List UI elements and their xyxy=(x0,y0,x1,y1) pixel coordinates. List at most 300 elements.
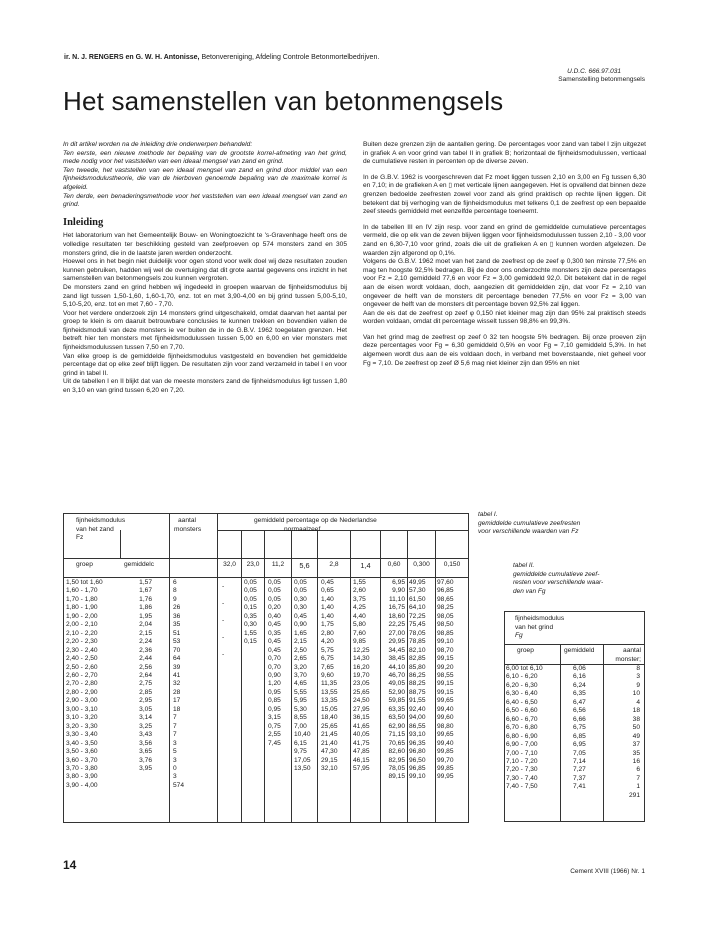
table-cell xyxy=(222,642,224,650)
table-cell: 99,40 xyxy=(437,705,454,713)
table-cell: 6,80 - 6,90 xyxy=(506,732,538,740)
table-cell: 98,05 xyxy=(437,612,454,620)
table-cell: 11,35 xyxy=(321,680,338,688)
table-cell: 6,50 - 6,60 xyxy=(506,707,538,715)
table-cell: 99,20 xyxy=(437,663,454,671)
table-cell: 5 xyxy=(173,748,177,756)
table-cell: 99,65 xyxy=(437,697,454,705)
table-cell: 3 xyxy=(173,756,177,764)
table-cell: 6,47 xyxy=(573,698,586,706)
table-cell: 96,85 xyxy=(437,587,454,595)
body-paragraph: Hoewel ons in het begin niet duidelijk voor ogen stond voor welk doel wij deze resultaten zouden kunnen gebruiken, hadden wij wel de overtuiging dat dit grote aantal gegevens ons inzicht in het samenstellen van betonmengsels zou kunnen vergroten. xyxy=(63,258,347,283)
table-cell: 0,45 xyxy=(294,612,307,620)
table-cell: 0,15 xyxy=(244,638,257,646)
table-cell: 3,14 xyxy=(139,714,152,722)
table-cell: 6,35 xyxy=(573,690,586,698)
subheader-aantal: aantal monster; xyxy=(615,647,641,663)
caption-line: resten voor verschillende waar- xyxy=(513,579,604,586)
table-cell: 7,27 xyxy=(573,766,586,774)
table-cell: 10,40 xyxy=(294,731,311,739)
table-cell: 8 xyxy=(636,665,640,672)
table-cell: 64,10 xyxy=(409,604,426,612)
table-1 xyxy=(63,513,469,823)
header-fijnheidsmodulus: fijnheidsmodulus van het zand Fz xyxy=(76,517,126,541)
table-cell: 7,14 xyxy=(573,757,586,765)
table-cell: 18,60 xyxy=(388,612,405,620)
table-cell: 99,95 xyxy=(437,773,454,781)
table-cell: 62,90 xyxy=(388,722,405,730)
table-cell: - xyxy=(222,650,225,658)
table-cell: 24,50 xyxy=(353,697,370,705)
table-cell: 26 xyxy=(173,604,181,612)
table-cell: 18 xyxy=(173,705,181,713)
grid-line xyxy=(264,530,265,822)
col-sieve-0-60 xyxy=(382,579,405,782)
table-cell: 3,56 xyxy=(139,739,152,747)
table-cell: 1 xyxy=(636,783,640,791)
table-cell: 5,75 xyxy=(321,646,334,654)
table-cell: 0,05 xyxy=(268,587,281,595)
table-cell: 6,20 - 6,30 xyxy=(506,681,538,689)
table-cell: 6,95 xyxy=(392,579,405,586)
subheader-groep: groep xyxy=(76,561,93,568)
intro-paragraph: In dit artikel worden na de inleiding drie onderwerpen behandeld: xyxy=(63,141,253,148)
table-cell: 6,15 xyxy=(294,739,307,747)
table-cell: 2,60 - 2,70 xyxy=(66,671,98,679)
table-cell: 2,40 - 2,50 xyxy=(66,655,98,663)
table-cell: 35 xyxy=(173,621,181,629)
table-cell: 2,00 - 2,10 xyxy=(66,621,98,629)
table-cell: 38 xyxy=(632,715,640,723)
table-cell: 7 xyxy=(173,731,177,739)
col-sieve-23 xyxy=(244,579,257,647)
sieve-header: 0,60 xyxy=(387,561,401,568)
table-cell: 49,05 xyxy=(388,680,405,688)
sieve-header: 11,2 xyxy=(271,561,285,568)
subheader-gemiddeld: gemiddeld xyxy=(564,647,595,654)
table-cell: 91,55 xyxy=(409,697,426,705)
table-cell: 9,85 xyxy=(353,638,366,646)
table-cell: 4,65 xyxy=(294,680,307,688)
header-gemiddeld-percentage: gemiddeld percentage op de Nederlandse normaalzeef xyxy=(254,517,377,533)
table-cell: 52,90 xyxy=(388,688,405,696)
table-cell: 53 xyxy=(173,638,181,646)
table-cell: 3,90 - 4,00 xyxy=(66,781,98,789)
caption-line: tabel I. xyxy=(478,511,498,518)
table-cell: 2,56 xyxy=(139,663,152,671)
table-cell: 7,10 - 7,20 xyxy=(506,757,538,765)
col-gemiddeld xyxy=(122,579,152,773)
table-cell: 63,35 xyxy=(388,705,405,713)
table-cell: 3,30 - 3,40 xyxy=(66,731,98,739)
table-cell: 46,15 xyxy=(353,756,370,764)
table-cell: 36,15 xyxy=(353,714,370,722)
table-cell: 63,50 xyxy=(388,714,405,722)
table-cell: 0,45 xyxy=(268,646,281,654)
table-cell: 7 xyxy=(173,722,177,730)
table-cell: 16,20 xyxy=(353,663,370,671)
table-cell: 0,70 xyxy=(268,655,281,663)
table-cell: 1,65 xyxy=(294,629,307,637)
table-cell: 2,95 xyxy=(139,697,152,705)
intro-paragraph: Ten derde, een benaderingsmethode voor het vaststellen van een ideaal mengsel van zand en grind. xyxy=(63,192,347,209)
table-cell xyxy=(222,591,224,599)
sieve-header: 5,6 xyxy=(299,561,310,570)
table-cell: 38,45 xyxy=(388,655,405,663)
table-cell: 21,40 xyxy=(321,739,338,747)
col-gemiddeld xyxy=(573,665,586,792)
table-cell: 0,95 xyxy=(268,705,281,713)
grid-line xyxy=(380,530,381,822)
table-cell: - xyxy=(222,616,225,624)
body-paragraph: De monsters zand en grind hebben wij ingedeeld in groepen waarvan de fijnheidsmodulus bij zand ligt tussen 1,50-1,60, 1,60-1,70, enz. tot en met 3,90-4,00 en bij grind tussen 5,00-5,10, 5,10-5,20, enz. tot en met 7,60 - 7,70. xyxy=(63,283,347,309)
table-cell: 99,60 xyxy=(437,714,454,722)
table-cell: 3,20 - 3,30 xyxy=(66,722,98,730)
table-cell: 2,70 - 2,80 xyxy=(66,680,98,688)
table-cell: 0,05 xyxy=(244,579,257,586)
grid-line xyxy=(560,644,561,821)
caption-line: tabel II. xyxy=(513,562,535,569)
table-cell: 0,30 xyxy=(294,604,307,612)
table-cell: 71,15 xyxy=(388,731,405,739)
table-cell: 5,55 xyxy=(294,688,307,696)
table-cell: 99,15 xyxy=(437,680,454,688)
table-cell: 0,30 xyxy=(294,595,307,603)
table-cell: 99,15 xyxy=(437,688,454,696)
table-cell: 88,75 xyxy=(409,688,426,696)
table-cell: 0,30 xyxy=(244,621,257,629)
table-cell: 2,20 - 2,30 xyxy=(66,638,98,646)
table-cell: 1,67 xyxy=(139,587,152,595)
table1-caption xyxy=(478,511,580,537)
table-cell: 16,75 xyxy=(388,604,405,612)
running-subject: Samenstelling betonmengsels xyxy=(558,76,645,83)
table-cell: 2,50 xyxy=(294,646,307,654)
table-cell: 2,10 - 2,20 xyxy=(66,629,98,637)
table-cell: 99,10 xyxy=(437,638,454,646)
table-cell: 7,65 xyxy=(321,663,334,671)
sieve-header: 2,8 xyxy=(329,561,339,568)
intro-block xyxy=(63,141,347,210)
grid-line xyxy=(291,530,292,822)
table-cell: 29,95 xyxy=(388,638,405,646)
table-cell: 2,90 - 3,00 xyxy=(66,697,98,705)
table-cell: 7,41 xyxy=(573,783,586,791)
table-cell: 99,10 xyxy=(409,773,426,781)
grid-line xyxy=(435,530,436,822)
table-cell: 18 xyxy=(632,707,640,715)
table-cell: 2,24 xyxy=(139,638,152,646)
table-cell: 41 xyxy=(173,671,181,679)
subheader-gemiddeld: gemiddelc xyxy=(124,561,155,568)
table-cell: 3,20 xyxy=(294,663,307,671)
table-cell: 4 xyxy=(636,698,640,706)
header-aantal: aantal monsters xyxy=(174,517,202,533)
table-cell: 3,76 xyxy=(139,756,152,764)
table-cell: 96,35 xyxy=(409,739,426,747)
table-cell: 6,06 xyxy=(573,665,586,672)
journal-reference: Cement XVIII (1966) Nr. 1 xyxy=(570,868,645,875)
table-cell: 64 xyxy=(173,655,181,663)
table-cell: 6 xyxy=(173,579,177,586)
grid-line xyxy=(603,644,604,821)
table-cell: 0,45 xyxy=(268,638,281,646)
table-cell: 27,95 xyxy=(353,705,370,713)
table-cell: 7,20 - 7,30 xyxy=(506,766,538,774)
header-fijnheidsmodulus: fijnheidsmodulus van het grind Fg xyxy=(515,615,565,639)
table-cell: 17,05 xyxy=(294,756,311,764)
table-cell: 51 xyxy=(173,629,181,637)
table-cell: 99,70 xyxy=(437,756,454,764)
table-cell: 7,00 - 7,10 xyxy=(506,749,538,757)
table-cell: 6,00 tot 6,10 xyxy=(506,665,543,672)
table-cell: 22,25 xyxy=(388,621,405,629)
table-cell: 1,75 xyxy=(321,621,334,629)
table-cell: 99,85 xyxy=(437,748,454,756)
table-cell: 0 xyxy=(173,764,177,772)
table-cell: 0,35 xyxy=(268,629,281,637)
table-cell: 29,15 xyxy=(321,756,338,764)
table-cell: 35 xyxy=(632,749,640,757)
table-cell: 3 xyxy=(636,673,640,681)
table-cell: 2,80 - 2,90 xyxy=(66,688,98,696)
table-cell: 99,85 xyxy=(437,764,454,772)
table-cell: 82,85 xyxy=(409,655,426,663)
table-cell: 0,90 xyxy=(268,671,281,679)
table-cell: 1,40 xyxy=(321,612,334,620)
table-cell: 0,05 xyxy=(294,579,307,586)
table-cell: 98,70 xyxy=(437,646,454,654)
body-paragraph: Uit de tabellen I en II blijkt dat van de meeste monsters zand de fijnheidsmodulus ligt tussen 1,80 en 3,10 en van grind tussen 6,20 en 7,20. xyxy=(63,378,347,395)
table-cell xyxy=(222,625,224,633)
sieve-header: 32,0 xyxy=(223,561,236,568)
table-cell: 32 xyxy=(173,680,181,688)
table-cell: 86,55 xyxy=(409,722,426,730)
col-aantal xyxy=(173,579,184,790)
table-cell: 0,40 xyxy=(268,612,281,620)
table-cell: 1,80 - 1,90 xyxy=(66,604,98,612)
grid-line xyxy=(241,530,242,822)
table-cell: 49 xyxy=(632,732,640,740)
table-cell xyxy=(222,608,224,616)
table-cell: 0,05 xyxy=(268,595,281,603)
grid-line xyxy=(407,530,408,822)
table-cell: 7,00 xyxy=(294,722,307,730)
table-cell: 39 xyxy=(173,663,181,671)
table-cell: 15,05 xyxy=(321,705,338,713)
grid-line xyxy=(505,644,644,645)
table-cell: 78,85 xyxy=(409,638,426,646)
table-cell: 3,70 - 3,80 xyxy=(66,764,98,772)
table-cell: 41,65 xyxy=(353,722,370,730)
table-cell: 6,24 xyxy=(573,681,586,689)
table-cell: 93,10 xyxy=(409,731,426,739)
table-cell: 37 xyxy=(632,741,640,749)
table-cell: 6,66 xyxy=(573,715,586,723)
intro-paragraph: Ten eerste, een nieuwe methode ter bepaling van de grootste korrel-afmeting van het grind, mede nodig voor het vaststellen van een ideaal mengsel van zand en grind. xyxy=(63,149,347,166)
table-cell: 9,90 xyxy=(392,587,405,595)
table-cell: 82,95 xyxy=(388,756,405,764)
page-number: 14 xyxy=(63,858,77,872)
table-cell: 86,25 xyxy=(409,671,426,679)
table-cell: 6,75 xyxy=(573,724,586,732)
table-cell: 0,15 xyxy=(244,604,257,612)
table-cell: 574 xyxy=(173,781,185,789)
table-cell: 2,44 xyxy=(139,655,152,663)
table-cell: 6,10 - 6,20 xyxy=(506,673,538,681)
table-cell: 70,65 xyxy=(388,739,405,747)
table-cell: 6,90 - 7,00 xyxy=(506,741,538,749)
table-cell: 94,00 xyxy=(409,714,426,722)
col-aantal xyxy=(607,665,640,800)
table-cell: 7,37 xyxy=(573,774,586,782)
table-cell: 2,80 xyxy=(321,629,334,637)
table-cell: 99,65 xyxy=(437,731,454,739)
table-cell: 36 xyxy=(173,612,181,620)
table-cell: 3,50 - 3,60 xyxy=(66,748,98,756)
table-cell: 0,95 xyxy=(268,688,281,696)
table-cell: 59,85 xyxy=(388,697,405,705)
table-cell: 23,05 xyxy=(353,680,370,688)
sieve-header: 23,0 xyxy=(246,561,260,568)
body-paragraph: Aan de eis dat de zeefrest op zeef φ 0,150 niet kleiner mag zijn dan 95% zal praktisch steeds worden voldaan, omdat dit percentage wisselt tussen 98,8% en 99,3%. xyxy=(363,309,646,326)
col-groep xyxy=(506,665,543,792)
table-cell: 0,35 xyxy=(244,612,257,620)
table-cell: 3,40 - 3,50 xyxy=(66,739,98,747)
table-cell: 34,45 xyxy=(388,646,405,654)
table-cell: 98,55 xyxy=(437,671,454,679)
grid-line xyxy=(317,530,318,822)
table-cell: 1,57 xyxy=(139,579,152,586)
table-cell: 98,80 xyxy=(437,722,454,730)
table-cell: 6,95 xyxy=(573,741,586,749)
table-cell: 0,45 xyxy=(321,579,334,586)
table-2 xyxy=(504,611,645,822)
table-cell: 2,15 xyxy=(294,638,307,646)
table-cell: 9 xyxy=(636,681,640,689)
table-cell: 0,20 xyxy=(268,604,281,612)
table-cell: 5,95 xyxy=(294,697,307,705)
table-cell: 13,55 xyxy=(321,688,338,696)
grid-line xyxy=(350,530,351,822)
table-cell: 1,40 xyxy=(321,595,334,603)
table-cell: 0,05 xyxy=(244,595,257,603)
table-cell: 2,55 xyxy=(268,731,281,739)
table-cell: 1,40 xyxy=(321,604,334,612)
table-cell: 6,30 - 6,40 xyxy=(506,690,538,698)
table-cell: 4,25 xyxy=(353,604,366,612)
table-cell: 46,70 xyxy=(388,671,405,679)
caption-line: den van Fg xyxy=(513,587,546,595)
table-cell: 2,15 xyxy=(139,629,152,637)
table-cell: 6,40 - 6,50 xyxy=(506,698,538,706)
table-cell: 0,70 xyxy=(268,663,281,671)
table-cell: 32,10 xyxy=(321,764,338,772)
col-groep xyxy=(66,579,103,790)
table-cell: 96,80 xyxy=(409,748,426,756)
table-cell: 3,80 - 3,90 xyxy=(66,773,98,781)
table-cell: 82,60 xyxy=(388,748,405,756)
sieve-header: 1,4 xyxy=(360,561,371,570)
table-cell: 9,60 xyxy=(321,671,334,679)
sieve-header: 0,150 xyxy=(443,561,461,568)
table-cell: 3,70 xyxy=(294,671,307,679)
table-cell: 61,50 xyxy=(409,595,426,603)
table-cell: 3,43 xyxy=(139,731,152,739)
col-sieve-0-150 xyxy=(437,579,454,782)
table-cell: 8,55 xyxy=(294,714,307,722)
table-cell: 12,25 xyxy=(353,646,370,654)
table-cell: 16 xyxy=(632,757,640,765)
table-cell: 25,65 xyxy=(353,688,370,696)
table-cell: 1,20 xyxy=(268,680,281,688)
table-cell: 291 xyxy=(628,791,640,799)
table-cell: 41,75 xyxy=(353,739,370,747)
table-cell: 57,30 xyxy=(409,587,426,595)
table-cell: 82,10 xyxy=(409,646,426,654)
table-cell: 3 xyxy=(173,773,177,781)
table-cell: 0,75 xyxy=(268,722,281,730)
table-cell: 96,85 xyxy=(409,764,426,772)
table-cell: 57,95 xyxy=(353,764,370,772)
table-cell: 11,10 xyxy=(388,595,405,603)
table-cell: 2,85 xyxy=(139,688,152,696)
table-cell: 3,15 xyxy=(268,714,281,722)
table-cell: 6,85 xyxy=(573,732,586,740)
table-cell: 3,05 xyxy=(139,705,152,713)
table-cell: 8 xyxy=(173,587,177,595)
table-cell: 13,35 xyxy=(321,697,338,705)
table-cell: 21,45 xyxy=(321,731,338,739)
table-cell: 1,86 xyxy=(139,604,152,612)
table-cell: 98,65 xyxy=(437,595,454,603)
caption-line: gemiddelde cumulatieve zeef- xyxy=(513,570,600,578)
table-cell: 1,55 xyxy=(353,579,366,586)
table-cell: 44,10 xyxy=(388,663,405,671)
table-cell: 3,60 - 3,70 xyxy=(66,756,98,764)
table-cell: 2,36 xyxy=(139,646,152,654)
col-sieve-5-6 xyxy=(294,579,311,773)
table-cell: 10 xyxy=(632,690,640,698)
table-cell: 98,85 xyxy=(437,629,454,637)
table-cell: 49,95 xyxy=(409,579,426,586)
table-cell: 1,55 xyxy=(244,629,257,637)
article-title: Het samenstellen van betonmengsels xyxy=(63,86,504,116)
body-paragraph: Volgens de G.B.V. 1962 moet van het zand de zeefrest op de zeef φ 0,300 ten minste 77,5% en mag ten hoogste 92,5% bedragen. Bij de door ons onderzochte monsters zijn deze percentages voor Fz = 2,10 gemiddeld 77,6 en voor Fz = 3,00 gemiddeld 92,0. Dit betekent dat in de regel aan de eisen wordt voldaan, doch, aangezien dit gemiddelden zijn, dat voor Fz = 2,10 van ongeveer de helft van de monsters dit percentage beneden 77,5% en voor Fz = 3,00 van ongeveer de helft van de monsters dit percentage boven 92,5% zal liggen. xyxy=(363,258,646,309)
table-cell: 92,40 xyxy=(409,705,426,713)
table-cell: 7,60 xyxy=(353,629,366,637)
body-paragraph: Buiten deze grenzen zijn de aantallen gering. De percentages voor zand van tabel I zijn uitgezet in grafiek A en voor grind van tabel II in grafiek B; horizontaal de fijnheidsmodulussen, verticaal de cumulatieve resten in percenten op de diverse zeven. xyxy=(363,141,646,166)
table-cell: 85,80 xyxy=(409,663,426,671)
sieve-header: 0,300 xyxy=(413,561,430,568)
table-cell: 2,65 xyxy=(294,655,307,663)
body-paragraph: Van elke groep is de gemiddelde fijnheidsmodulus vastgesteld en bovendien het gemiddelde percentage dat op elke zeef blijft liggen. De resultaten zijn voor zand verzameld in tabel I en voor grind in tabel II. xyxy=(63,352,347,377)
section-heading: Inleiding xyxy=(63,216,104,228)
table-cell: 18,40 xyxy=(321,714,338,722)
table-cell: 99,15 xyxy=(437,655,454,663)
table-cell: 96,50 xyxy=(409,756,426,764)
table-cell: 1,50 tot 1,60 xyxy=(66,579,103,586)
table-cell: 19,70 xyxy=(353,671,370,679)
table-cell: 47,30 xyxy=(321,748,338,756)
grid-line xyxy=(169,514,170,822)
table-cell: 2,60 xyxy=(353,587,366,595)
table-cell: 78,05 xyxy=(409,629,426,637)
table-cell: 0,05 xyxy=(294,587,307,595)
table-cell: 98,50 xyxy=(437,621,454,629)
table-cell: 25,65 xyxy=(321,722,338,730)
body-paragraph: Van het grind mag de zeefrest op zeef 0 32 ten hoogste 5% bedragen. Bij onze proeven zijn deze percentages voor Fg = 6,30 gemiddeld 0,5% en voor Fg = 7,10 gemiddeld 5,3%. In het algemeen wordt dus aan de eis voldaan doch, in verband met bovenstaande, niet geheel voor Fg = 7,10. De zeefrest op zeef Ø 5,6 mag niet kleiner zijn dan 95% en niet xyxy=(363,333,646,367)
